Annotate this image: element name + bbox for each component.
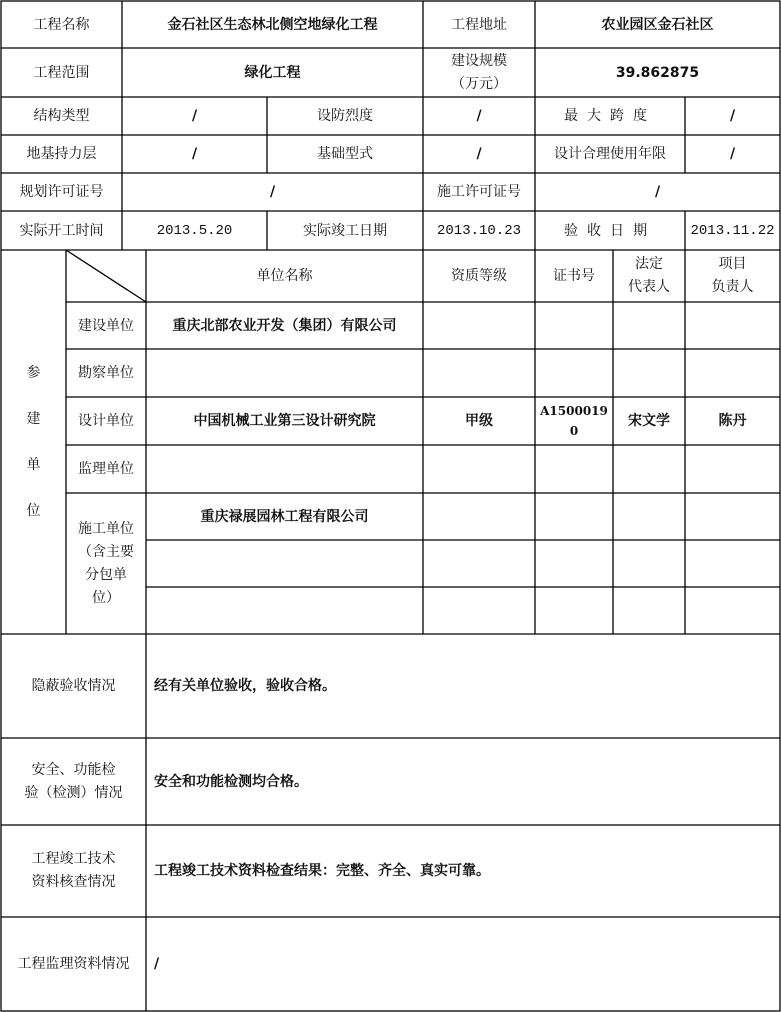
concealed-inspection-label: 隐蔽验收情况 [31,678,116,694]
supervision-docs-label: 工程监理资料情况 [17,956,130,972]
safety-inspection-label-line2: 验（检测）情况 [24,784,123,801]
completion-date-label: 实际竣工日期 [303,222,387,239]
foundation-layer-label: 地基持力层 [26,146,97,162]
survey-unit-role: 勘察单位 [78,365,134,381]
participants-char-3: 单 [26,457,41,473]
acceptance-date-label: 验收日期 [564,222,656,239]
construction-scale-label-line1: 建设规模 [451,52,507,69]
contractor-role-line4: 位） [92,589,120,606]
project-scope-value: 绿化工程 [244,64,301,81]
project-name-value: 金石社区生态林北侧空地绿化工程 [167,16,378,33]
safety-inspection-label [1,738,146,825]
project-scope-label: 工程范围 [33,64,90,81]
certificate-header: 证书号 [553,268,595,284]
max-span-value: / [729,108,736,124]
max-span-label: 最大跨度 [564,108,656,124]
design-unit-legal-rep: 宋文学 [628,413,670,429]
unit-name-header: 单位名称 [256,268,313,284]
seismic-intensity-value: / [476,108,482,124]
legal-rep-header [613,250,685,302]
participants-char-4: 位 [26,503,41,519]
acceptance-date-value: 2013.11.22 [690,222,775,239]
supervision-docs-value: / [154,956,160,972]
construction-scale-label-line2: （万元） [451,75,507,92]
planning-permit-label: 规划许可证号 [19,184,104,200]
concealed-inspection-value: 经有关单位验收，验收合格。 [154,678,336,694]
contractor-role-line1: 施工单位 [78,520,134,537]
tech-docs-label [1,825,146,917]
tech-docs-value: 工程竣工技术资料检查结果：完整、齐全、真实可靠。 [154,863,490,879]
qualification-header: 资质等级 [451,268,507,284]
design-unit-certificate [535,397,613,445]
construction-scale-label [423,48,535,97]
design-unit-certificate-line2: 0 [569,424,579,438]
project-address-label: 工程地址 [451,16,507,33]
contractor-role-line2: （含主要 [78,543,134,560]
contractor-unit-role [66,493,146,634]
completion-date-value: 2013.10.23 [436,222,521,239]
project-lead-header-line1: 项目 [718,256,747,272]
legal-rep-header-line1: 法定 [635,256,663,272]
design-unit-name: 中国机械工业第三设计研究院 [193,413,376,429]
tech-docs-label-line1: 工程竣工技术 [31,851,116,867]
project-address-value: 农业园区金石社区 [601,16,714,33]
contractor-unit-name: 重庆禄展园林工程有限公司 [200,508,369,525]
start-date-value: 2013.5.20 [156,222,233,239]
project-lead-header [685,250,780,302]
design-unit-certificate-line1: A1500019 [540,404,608,418]
foundation-type-value: / [476,146,482,162]
participants-char-1: 参 [26,365,41,381]
participants-char-2: 建 [26,411,41,427]
contractor-role-line3: 分包单 [85,566,127,583]
seismic-intensity-label: 设防烈度 [317,108,373,124]
planning-permit-value: / [269,184,276,200]
design-unit-project-lead: 陈丹 [718,413,747,429]
legal-rep-header-line2: 代表人 [628,279,670,295]
foundation-type-label: 基础型式 [317,146,373,162]
project-lead-header-line2: 负责人 [711,279,754,295]
construction-unit-name: 重庆北部农业开发（集团）有限公司 [172,317,397,334]
construction-unit-role: 建设单位 [78,317,134,334]
design-life-value: / [729,146,736,162]
supervision-unit-role: 监理单位 [78,461,134,477]
design-unit-role: 设计单位 [78,413,134,429]
foundation-layer-value: / [191,146,198,162]
structure-type-value: / [191,108,198,124]
participants-group-label [1,250,66,634]
tech-docs-label-line2: 资料核查情况 [31,874,116,890]
design-life-label: 设计合理使用年限 [554,146,666,162]
construction-permit-value: / [654,184,661,200]
design-unit-qualification: 甲级 [465,413,493,429]
construction-scale-value: 39.862875 [615,64,700,81]
structure-type-label: 结构类型 [33,108,90,124]
start-date-label: 实际开工时间 [19,222,104,239]
safety-inspection-label-line1: 安全、功能检 [31,761,116,778]
safety-inspection-value: 安全和功能检测均合格。 [154,773,308,790]
construction-permit-label: 施工许可证号 [437,184,521,200]
project-name-label: 工程名称 [33,16,90,33]
